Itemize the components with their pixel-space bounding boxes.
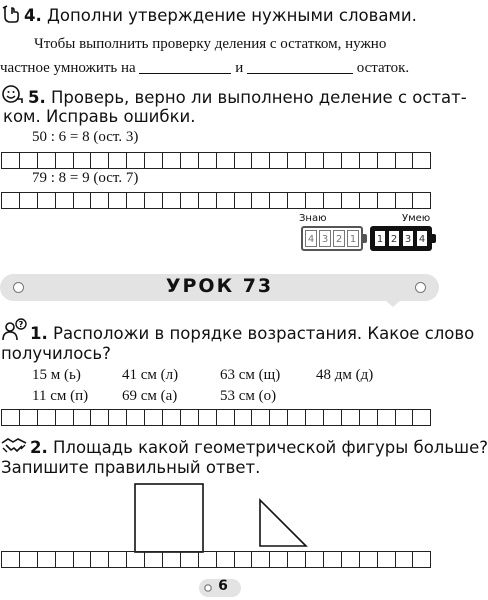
- grid-cell[interactable]: [324, 153, 342, 169]
- battery-segment[interactable]: 3: [319, 230, 331, 247]
- grid-cell[interactable]: [252, 410, 270, 426]
- task-number: 2.: [30, 438, 48, 457]
- grid-cell[interactable]: [91, 552, 109, 568]
- grid-cell[interactable]: [163, 552, 181, 568]
- grid-cell[interactable]: [199, 153, 217, 169]
- grid-cell[interactable]: [109, 153, 127, 169]
- grid-cell[interactable]: [306, 153, 324, 169]
- grid-cell[interactable]: [270, 410, 288, 426]
- grid-cell[interactable]: [38, 410, 56, 426]
- grid-cell[interactable]: [324, 193, 342, 209]
- square-figure: [134, 483, 204, 553]
- grid-cell[interactable]: [199, 193, 217, 209]
- task1-title-line2: получилось?: [1, 344, 111, 363]
- grid-cell[interactable]: [270, 193, 288, 209]
- grid-cell[interactable]: [127, 193, 145, 209]
- battery-segment[interactable]: 1: [347, 230, 359, 247]
- grid-cell[interactable]: [127, 153, 145, 169]
- blank-field[interactable]: [139, 59, 231, 74]
- grid-cell[interactable]: [288, 552, 306, 568]
- grid-cell[interactable]: [360, 410, 378, 426]
- battery-segment[interactable]: 4: [416, 230, 428, 247]
- battery-tip: [432, 234, 436, 243]
- task-title: Дополни утверждение нужными словами.: [47, 6, 417, 25]
- triangle-figure: [259, 499, 307, 547]
- grid-cell[interactable]: [145, 410, 163, 426]
- grid-cell[interactable]: [306, 193, 324, 209]
- grid-cell[interactable]: [396, 193, 414, 209]
- grid-cell[interactable]: [20, 193, 38, 209]
- grid-cell[interactable]: [413, 153, 431, 169]
- page-number: 6: [218, 578, 228, 594]
- grid-cell[interactable]: [163, 153, 181, 169]
- grid-cell[interactable]: [56, 410, 74, 426]
- grid-cell[interactable]: [306, 410, 324, 426]
- battery-tip: [363, 234, 367, 243]
- can-battery[interactable]: [370, 226, 432, 251]
- grid-cell[interactable]: [217, 153, 235, 169]
- grid-cell[interactable]: [38, 153, 56, 169]
- grid-cell[interactable]: [217, 193, 235, 209]
- task-number: 5.: [28, 88, 46, 107]
- grid-cell[interactable]: [20, 153, 38, 169]
- task4-heading: [24, 6, 417, 25]
- grid-cell[interactable]: [342, 153, 360, 169]
- item: 69 см (а): [122, 388, 178, 404]
- grid-cell[interactable]: [252, 552, 270, 568]
- grid-cell[interactable]: [109, 552, 127, 568]
- text-part: остаток.: [356, 60, 410, 76]
- grid-cell[interactable]: [378, 410, 396, 426]
- expression: 50 : 6 = 8 (ост. 3): [32, 129, 139, 145]
- grid-cell[interactable]: [360, 193, 378, 209]
- grid-cell[interactable]: [2, 153, 20, 169]
- grid-cell[interactable]: [91, 153, 109, 169]
- grid-cell[interactable]: [378, 193, 396, 209]
- battery-segment[interactable]: 1: [374, 230, 386, 247]
- grid-cell[interactable]: [181, 552, 199, 568]
- grid-cell[interactable]: [360, 153, 378, 169]
- know-battery[interactable]: [301, 226, 363, 251]
- grid-cell[interactable]: [145, 153, 163, 169]
- answer-grid[interactable]: [1, 409, 431, 426]
- grid-cell[interactable]: [270, 552, 288, 568]
- grid-cell[interactable]: [56, 193, 74, 209]
- grid-cell[interactable]: [342, 552, 360, 568]
- task2-title-line2: Запишите правильный ответ.: [1, 458, 261, 477]
- grid-cell[interactable]: [91, 410, 109, 426]
- task2-heading: [30, 438, 488, 457]
- grid-cell[interactable]: [20, 552, 38, 568]
- item: 48 дм (д): [316, 367, 374, 383]
- item: 41 см (л): [122, 367, 179, 383]
- grid-cell[interactable]: [252, 193, 270, 209]
- grid-cell[interactable]: [38, 193, 56, 209]
- task-title: Проверь, верно ли выполнено деление с остат-: [51, 88, 467, 107]
- grid-cell[interactable]: [74, 552, 92, 568]
- item: 53 см (о): [220, 388, 277, 404]
- task5-heading: [28, 88, 467, 107]
- task-title: Площадь какой геометрической фигуры больше?: [53, 438, 488, 457]
- grid-cell[interactable]: [74, 153, 92, 169]
- task5-title-line2: ком. Исправь ошибки.: [3, 107, 196, 126]
- grid-cell[interactable]: [163, 410, 181, 426]
- grid-cell[interactable]: [217, 410, 235, 426]
- item: 15 м (ь): [32, 367, 81, 383]
- battery-segment[interactable]: 3: [402, 230, 414, 247]
- grid-cell[interactable]: [235, 153, 253, 169]
- svg-text:?: ?: [18, 320, 24, 329]
- grid-cell[interactable]: [378, 153, 396, 169]
- item: 63 см (щ): [220, 367, 281, 383]
- grid-cell[interactable]: [127, 552, 145, 568]
- grid-cell[interactable]: [109, 193, 127, 209]
- grid-cell[interactable]: [2, 193, 20, 209]
- grid-cell[interactable]: [396, 552, 414, 568]
- grid-cell[interactable]: [199, 552, 217, 568]
- battery-segment[interactable]: 4: [305, 230, 317, 247]
- grid-cell[interactable]: [413, 193, 431, 209]
- grid-cell[interactable]: [199, 410, 217, 426]
- grid-cell[interactable]: [342, 193, 360, 209]
- text-part: частное умножить на: [0, 60, 136, 76]
- grid-cell[interactable]: [38, 552, 56, 568]
- thinking-face-icon: [1, 82, 25, 106]
- grid-cell[interactable]: [396, 153, 414, 169]
- blank-field[interactable]: [247, 59, 353, 74]
- lesson-title: УРОК 73: [165, 275, 274, 297]
- task-number: 1.: [30, 324, 48, 343]
- answer-grid[interactable]: [1, 192, 431, 209]
- grid-cell[interactable]: [324, 410, 342, 426]
- can-label: Умею: [402, 213, 431, 224]
- grid-cell[interactable]: [74, 193, 92, 209]
- grid-cell[interactable]: [288, 410, 306, 426]
- expression: 79 : 8 = 9 (ост. 7): [32, 170, 139, 186]
- grid-cell[interactable]: [74, 410, 92, 426]
- grid-cell[interactable]: [413, 552, 431, 568]
- grid-cell[interactable]: [181, 410, 199, 426]
- grid-cell[interactable]: [342, 410, 360, 426]
- grid-cell[interactable]: [109, 410, 127, 426]
- task1-heading: [30, 324, 474, 343]
- grid-cell[interactable]: [378, 552, 396, 568]
- grid-cell[interactable]: [163, 193, 181, 209]
- task4-line1: Чтобы выполнить проверку деления с остатком, нужно: [34, 36, 387, 52]
- grid-cell[interactable]: [252, 153, 270, 169]
- grid-cell[interactable]: [181, 153, 199, 169]
- band-pointer-icon: [385, 300, 401, 308]
- grid-cell[interactable]: [181, 193, 199, 209]
- answer-grid[interactable]: [1, 152, 431, 169]
- pencil-hand-icon: [2, 5, 22, 27]
- item: 11 см (п): [32, 388, 89, 404]
- answer-grid[interactable]: [1, 551, 431, 568]
- battery-segment[interactable]: 2: [388, 230, 400, 247]
- grid-cell[interactable]: [270, 153, 288, 169]
- grid-cell[interactable]: [360, 552, 378, 568]
- battery-segment[interactable]: 2: [333, 230, 345, 247]
- grid-cell[interactable]: [2, 552, 20, 568]
- grid-cell[interactable]: [288, 193, 306, 209]
- task-title: Расположи в порядке возрастания. Какое слово: [53, 324, 475, 343]
- task4-line2: [0, 59, 409, 77]
- grid-cell[interactable]: [235, 410, 253, 426]
- grid-cell[interactable]: [396, 410, 414, 426]
- grid-cell[interactable]: [145, 193, 163, 209]
- grid-cell[interactable]: [2, 410, 20, 426]
- task-number: 4.: [24, 6, 42, 25]
- grid-cell[interactable]: [20, 410, 38, 426]
- grid-cell[interactable]: [56, 153, 74, 169]
- person-question-icon: [1, 318, 27, 342]
- grid-cell[interactable]: [145, 552, 163, 568]
- text-part: и: [235, 60, 244, 76]
- grid-cell[interactable]: [324, 552, 342, 568]
- grid-cell[interactable]: [413, 410, 431, 426]
- grid-cell[interactable]: [288, 153, 306, 169]
- grid-cell[interactable]: [56, 552, 74, 568]
- know-label: Знаю: [299, 213, 327, 224]
- grid-cell[interactable]: [127, 410, 145, 426]
- handshake-icon: [1, 434, 27, 456]
- grid-cell[interactable]: [91, 193, 109, 209]
- grid-cell[interactable]: [235, 193, 253, 209]
- grid-cell[interactable]: [217, 552, 235, 568]
- grid-cell[interactable]: [306, 552, 324, 568]
- grid-cell[interactable]: [235, 552, 253, 568]
